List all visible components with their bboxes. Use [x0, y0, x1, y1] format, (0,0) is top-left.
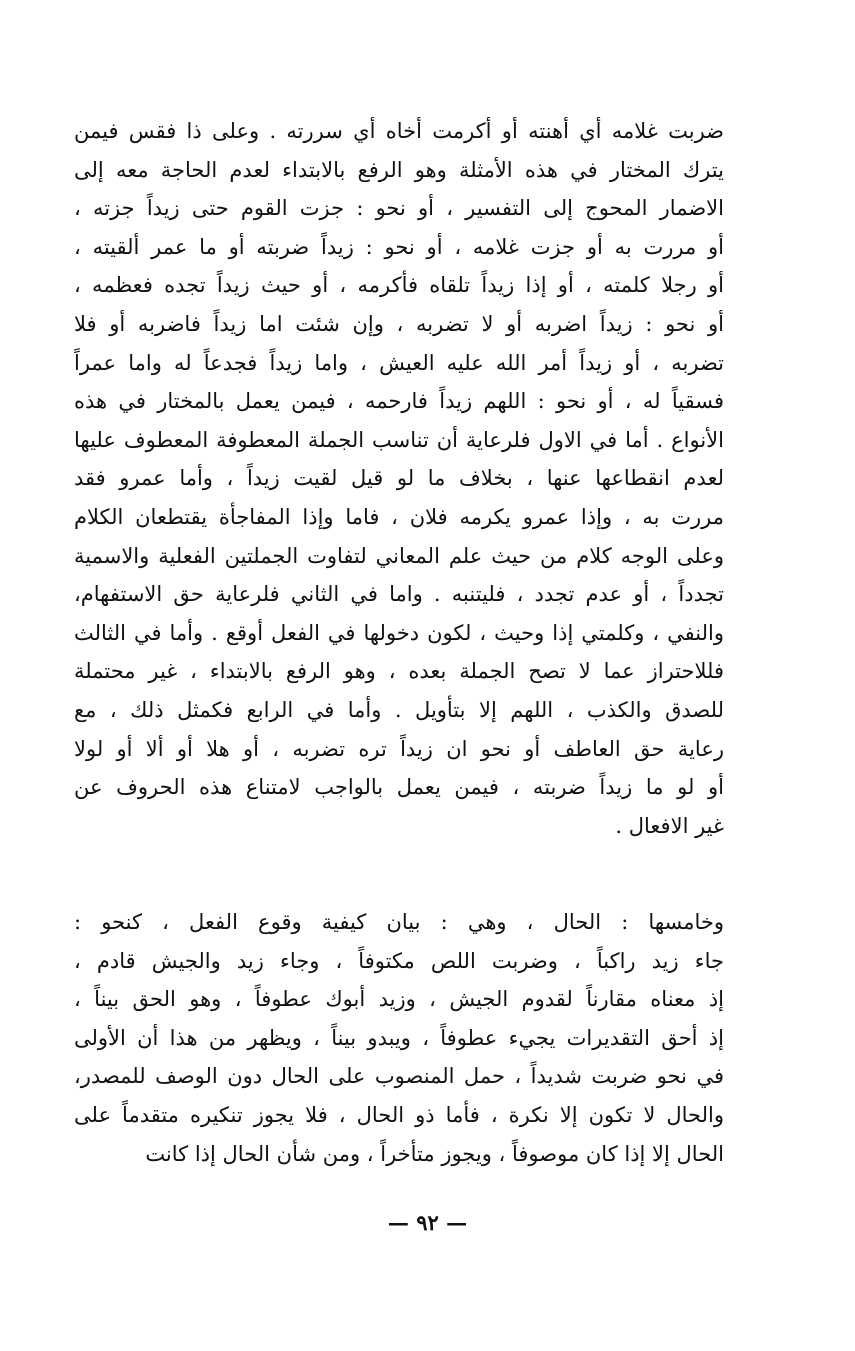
text-line: غير الافعال . [615, 813, 724, 838]
text-line: ضربت غلامه أي أهنته أو أكرمت أخاه أي سررته . وعلى ذا فقس فيمن [74, 119, 724, 143]
text-line: تجدداً ، أو عدم تجدد ، فليتنبه . واما في الثاني فلرعاية حق الاستفهام، [74, 582, 724, 607]
text-line: فسقياً له ، أو نحو : اللهم زيداً فارحمه ، فيمن يعمل بالمختار في هذه [74, 389, 724, 414]
text-line: رعاية حق العاطف أو نحو ان زيداً تره تضربه ، أو هلا أو ألا أو لولا [74, 736, 724, 761]
text-line: تضربه ، أو زيداً أمر الله عليه العيش ، واما زيداً فجدعاً له واما عمراً [74, 350, 724, 375]
text-line: الأنواع . أما في الاول فلرعاية أن تناسب الجملة المعطوفة المعطوف عليها [74, 427, 724, 452]
text-line: في نحو ضربت شديداً ، حمل المنصوب على الحال دون الوصف للمصدر، [74, 1064, 724, 1089]
text-line: وعلى الوجه كلام من حيث علم المعاني لتفاوت الجملتين الفعلية والاسمية [74, 543, 724, 568]
paragraph-2 [74, 903, 724, 1173]
text-line: أو رجلا كلمته ، أو إذا زيداً تلقاه فأكرمه ، أو حيث زيداً تجده فعظمه ، [74, 273, 724, 298]
text-line: أو مررت به أو جزت غلامه ، أو نحو : زيداً ضربته أو ما عمر ألقيته ، [74, 234, 724, 259]
text-line: والنفي ، وكلمتي إذا وحيث ، لكون دخولها في الفعل أوقع . وأما في الثالث [74, 620, 724, 645]
text-line: الحال إلا إذا كان موصوفاً ، ويجوز متأخراً ، ومن شأن الحال إذا كانت [145, 1141, 724, 1166]
text-line: أو لو ما زيداً ضربته ، فيمن يعمل بالواجب لامتناع هذه الحروف عن [74, 775, 724, 800]
text-line: يترك المختار في هذه الأمثلة وهو الرفع بالابتداء لعدم الحاجة معه إلى [74, 157, 724, 182]
text-line: فللاحتراز عما لا تصح الجملة بعده ، وهو الرفع بالابتداء ، غير محتملة [74, 659, 724, 684]
text-line: للصدق والكذب ، اللهم إلا بتأويل . وأما في الرابع فكمثل ذلك ، مع [74, 697, 724, 722]
text-line: جاء زيد راكباً ، وضربت اللص مكتوفاً ، وجاء زيد والجيش قادم ، [74, 948, 724, 973]
text-line: مررت به ، وإذا عمرو يكرمه فلان ، فاما وإذا المفاجأة يقتطعان الكلام [74, 504, 724, 529]
text-line: أو نحو : زيداً اضربه أو لا تضربه ، وإن شئت اما زيداً فاضربه أو فلا [74, 311, 724, 336]
text-line: إذ معناه مقارناً لقدوم الجيش ، وزيد أبوك عطوفاً ، وهو الحق بيناً ، [74, 987, 724, 1012]
text-line: والحال لا تكون إلا نكرة ، فأما ذو الحال ، فلا يجوز تنكيره متقدماً على [74, 1102, 724, 1127]
text-line: وخامسها : الحال ، وهي : بيان كيفية وقوع الفعل ، كنحو : [74, 910, 724, 934]
text-line: لعدم انقطاعها عنها ، بخلاف ما لو قيل لقيت زيداً ، وأما عمرو فقد [74, 466, 724, 491]
text-line: إذ أحق التقديرات يجيء عطوفاً ، ويبدو بيناً ، ويظهر من هذا أن الأولى [74, 1025, 724, 1050]
text-line: الاضمار المحوج إلى التفسير ، أو نحو : جزت القوم حتى زيداً جزته ، [74, 196, 724, 221]
paragraph-1 [74, 112, 724, 845]
page-number: — ٩٢ — [387, 1210, 468, 1235]
